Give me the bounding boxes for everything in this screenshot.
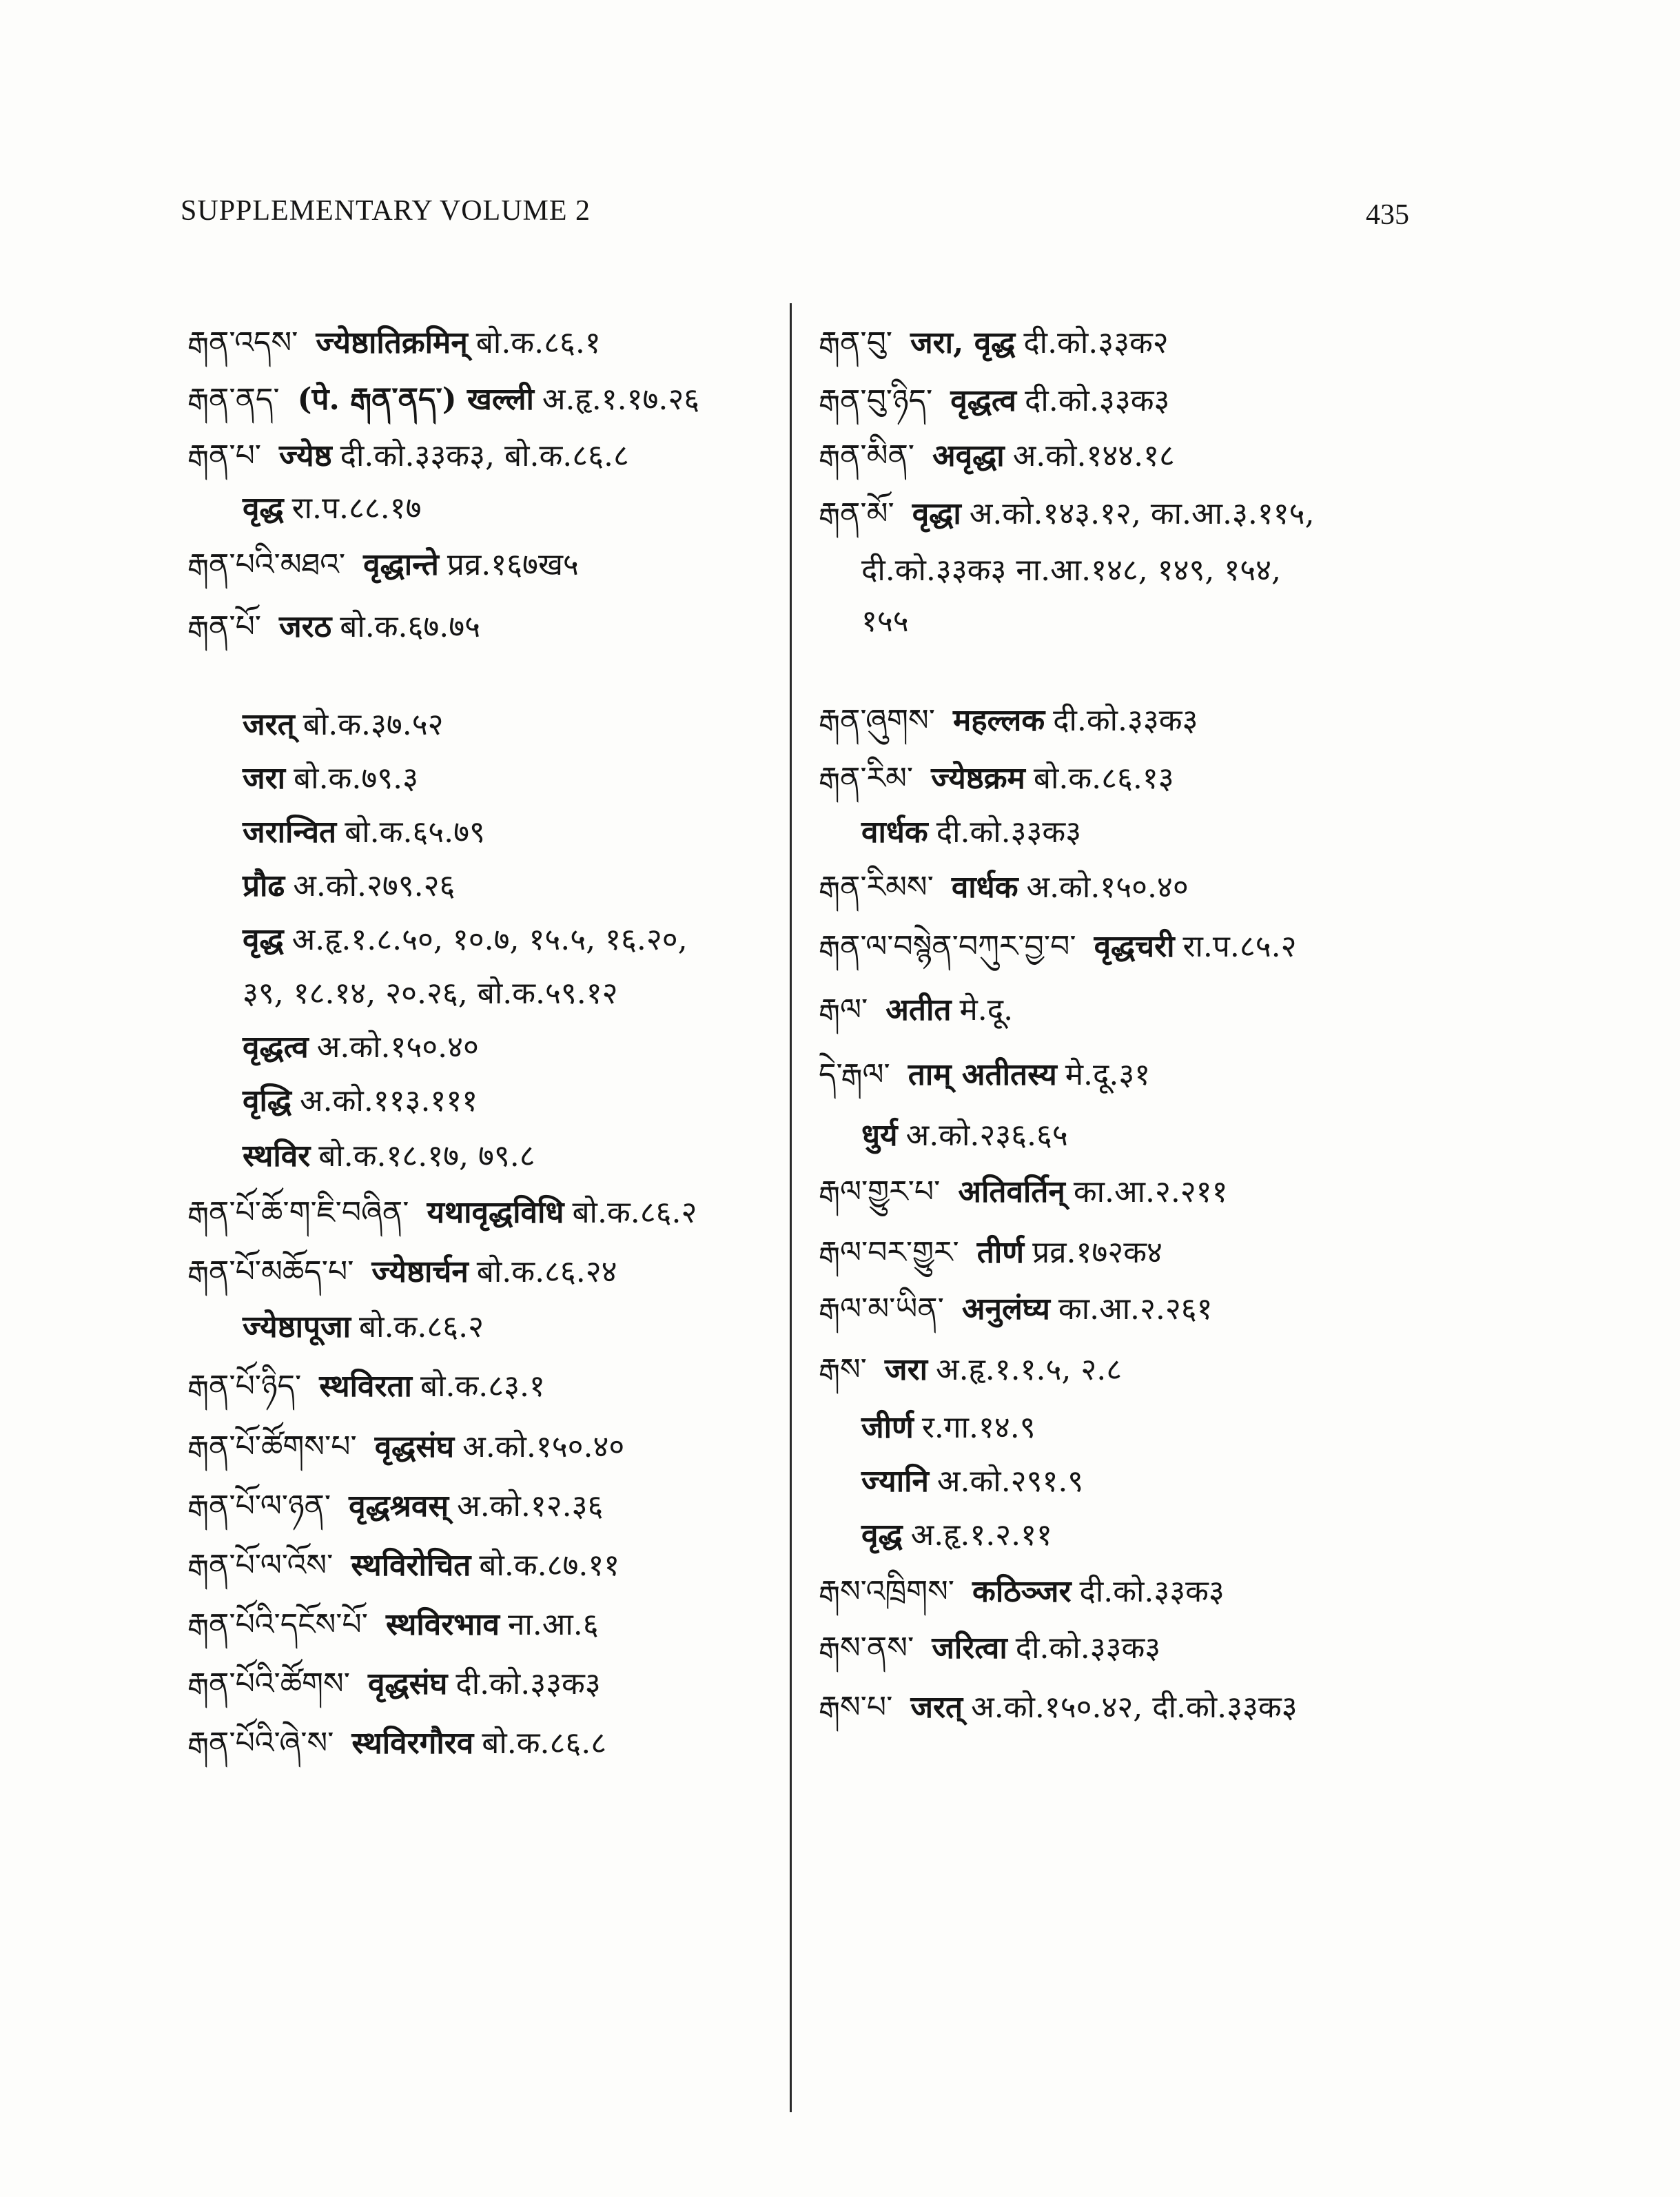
tibetan-headword: རྒལ་བར་གྱུར་ xyxy=(819,1235,959,1270)
sanskrit-term: वृद्धश्रवस् xyxy=(349,1489,449,1524)
dictionary-entry xyxy=(187,1427,624,1468)
tibetan-headword: རྒན་འདས་ xyxy=(187,325,298,360)
citation-reference: बो.क.१८.१७, ७९.८ xyxy=(318,1138,535,1174)
dictionary-entry xyxy=(187,379,699,420)
citation-reference: दी.को.३३क२ xyxy=(1023,325,1169,360)
citation-reference: बो.क.८६.८ xyxy=(482,1726,607,1761)
citation-reference: दी.को.३३क३ xyxy=(1015,1631,1161,1666)
citation-reference: बो.क.८६.२ xyxy=(359,1309,484,1345)
citation-reference: प्रव्र.१६७ख५ xyxy=(447,547,579,582)
dictionary-entry xyxy=(819,926,1297,968)
sanskrit-term: स्थविरता xyxy=(319,1369,412,1404)
sanskrit-term: जरत् xyxy=(910,1690,963,1725)
citation-reference: अ.को.१५०.४० xyxy=(1026,870,1189,905)
sanskrit-term: जरा, वृद्ध xyxy=(910,325,1016,360)
sanskrit-term: (पे. རྒན་ནད་) खल्ली xyxy=(297,382,534,417)
sanskrit-term: स्थविर xyxy=(243,1138,311,1174)
tibetan-headword: རྒན་རིམས་ xyxy=(819,870,934,905)
citation-reference: बो.क.८६.२ xyxy=(572,1195,697,1230)
sanskrit-term: ज्येष्ठक्रम xyxy=(931,761,1025,796)
dictionary-entry xyxy=(243,1307,484,1348)
dictionary-entry xyxy=(861,1115,1068,1156)
tibetan-headword: རྒན་པོ་ཆོ་ག་ཇི་བཞིན་ xyxy=(187,1195,409,1230)
dictionary-entry xyxy=(819,1289,1213,1330)
sanskrit-term: स्थविरगौरव xyxy=(351,1726,474,1761)
dictionary-entry xyxy=(243,1027,479,1068)
tibetan-headword: རྒལ་མ་ཡིན་ xyxy=(819,1291,944,1327)
dictionary-entry xyxy=(243,866,455,907)
dictionary-entry xyxy=(187,1664,601,1705)
dictionary-entry xyxy=(819,1571,1225,1613)
citation-reference: मे.दू. xyxy=(959,992,1014,1028)
sanskrit-term: ज्यानि xyxy=(861,1464,929,1499)
dictionary-entry xyxy=(819,700,1198,742)
dictionary-entry xyxy=(187,1723,606,1764)
citation-reference: र.गा.१४.९ xyxy=(921,1410,1036,1445)
tibetan-headword: རྒན་རིམ་ xyxy=(819,761,914,796)
citation-reference: १५५ xyxy=(861,604,909,639)
citation-reference: दी.को.३३क३ xyxy=(1053,703,1198,738)
dictionary-entry xyxy=(243,704,444,746)
dictionary-entry xyxy=(819,493,1315,535)
sanskrit-term: जरत् xyxy=(243,707,295,742)
tibetan-headword: རྒན་པོའི་དངོས་པོ་ xyxy=(187,1607,368,1642)
dictionary-entry xyxy=(243,973,617,1014)
sanskrit-term: वृद्ध xyxy=(243,491,284,526)
citation-reference: बो.क.६७.७५ xyxy=(340,609,481,644)
citation-reference: ना.आ.६ xyxy=(507,1607,599,1642)
sanskrit-term: वृद्धान्ते xyxy=(363,547,439,582)
sanskrit-term: कठिञ्जर xyxy=(972,1574,1072,1609)
tibetan-headword: རྒན་པོ་ལ་འོས་ xyxy=(187,1548,334,1583)
sanskrit-term: वार्धक xyxy=(861,815,928,850)
dictionary-entry xyxy=(819,1172,1227,1213)
tibetan-headword: རྒན་མིན་ xyxy=(819,438,915,473)
sanskrit-term: वृद्धचरी xyxy=(1094,929,1175,964)
page-number: 435 xyxy=(1366,199,1409,231)
citation-reference: अ.हृ.१.१.५, २.८ xyxy=(935,1352,1123,1387)
column-divider xyxy=(790,303,792,2112)
dictionary-entry xyxy=(861,1407,1036,1449)
dictionary-entry xyxy=(187,1604,599,1646)
tibetan-headword: རྒན་པོ་ xyxy=(187,609,262,644)
dictionary-entry xyxy=(243,812,485,853)
tibetan-headword: རྒན་པའི་མཐའ་ xyxy=(187,547,346,582)
sanskrit-term: वृद्धि xyxy=(243,1083,292,1118)
citation-reference: प्रव्र.१७२क४ xyxy=(1032,1235,1162,1270)
dictionary-entry xyxy=(243,758,418,799)
tibetan-headword: རྒལ་གྱུར་པ་ xyxy=(819,1174,941,1209)
citation-reference: दी.को.३३क३ xyxy=(936,815,1082,850)
sanskrit-term: जरा xyxy=(243,761,286,796)
dictionary-entry xyxy=(861,1515,1052,1556)
tibetan-headword: རྒན་ནད་ xyxy=(187,382,280,417)
dictionary-entry xyxy=(861,550,1281,591)
dictionary-entry xyxy=(861,1461,1083,1502)
dictionary-entry xyxy=(819,758,1174,799)
citation-reference: अ.हृ.१.१७.२६ xyxy=(542,382,700,417)
citation-reference: बो.क.३७.५२ xyxy=(303,707,444,742)
citation-reference: अ.को.१४४.१८ xyxy=(1012,438,1175,473)
sanskrit-term: वृद्धसंघ xyxy=(374,1429,455,1464)
citation-reference: दी.को.३३क३ xyxy=(1025,383,1170,418)
sanskrit-term: स्थविरभाव xyxy=(385,1607,500,1642)
dictionary-entry xyxy=(819,1687,1298,1728)
citation-reference: अ.को.२३६.६५ xyxy=(905,1118,1068,1153)
citation-reference: बो.क.७९.३ xyxy=(294,761,418,796)
dictionary-entry xyxy=(243,919,688,961)
dictionary-entry xyxy=(187,436,629,477)
sanskrit-term: जरित्वा xyxy=(932,1631,1007,1666)
citation-reference: का.आ.२.२११ xyxy=(1073,1174,1228,1209)
sanskrit-term: यथावृद्धविधि xyxy=(427,1195,564,1230)
citation-reference: रा.प.८८.१७ xyxy=(291,491,422,526)
dictionary-entry xyxy=(187,1545,619,1586)
tibetan-headword: རྒས་པ་ xyxy=(819,1690,893,1725)
citation-reference: दी.को.३३क३ ना.आ.१४८, १४९, १५४, xyxy=(861,553,1281,588)
citation-reference: बो.क.८६.१ xyxy=(475,325,601,360)
citation-reference: अ.को.१२.३६ xyxy=(457,1489,604,1524)
sanskrit-term: प्रौढ xyxy=(243,868,285,903)
dictionary-entry xyxy=(819,323,1169,364)
citation-reference: दी.को.३३क३, बो.क.८६.८ xyxy=(340,438,629,473)
dictionary-entry xyxy=(819,990,1013,1031)
running-header: SUPPLEMENTARY VOLUME 2 xyxy=(181,195,591,227)
tibetan-headword: རྒན་པོའི་ཞེ་ས་ xyxy=(187,1726,334,1761)
tibetan-headword: རྒན་པོ་ཉིད་ xyxy=(187,1369,302,1404)
citation-reference: अ.को.१४३.१२, का.आ.३.११५, xyxy=(969,496,1315,531)
citation-reference: बो.क.८७.११ xyxy=(479,1548,620,1583)
tibetan-headword: རྒལ་ xyxy=(819,992,868,1028)
dictionary-entry xyxy=(243,1081,478,1122)
dictionary-entry xyxy=(819,1628,1160,1669)
citation-reference: बो.क.८६.१३ xyxy=(1033,761,1174,796)
citation-reference: अ.को.११३.१११ xyxy=(300,1083,478,1118)
tibetan-headword: རྒན་བུ་ཉིད་ xyxy=(819,383,933,418)
citation-reference: बो.क.६५.७९ xyxy=(345,815,485,850)
sanskrit-term: ज्येष्ठापूजा xyxy=(243,1309,351,1345)
sanskrit-term: वृद्धत्व xyxy=(950,383,1017,418)
dictionary-entry xyxy=(861,601,909,642)
dictionary-entry xyxy=(187,606,480,648)
citation-reference: अ.को.२७९.२६ xyxy=(293,868,455,903)
dictionary-entry xyxy=(187,544,579,586)
sanskrit-term: ज्येष्ठार्चन xyxy=(371,1254,469,1289)
sanskrit-term: जरठ xyxy=(279,609,332,644)
sanskrit-term: अतीत xyxy=(885,992,952,1028)
tibetan-headword: རྒན་ཞུགས་ xyxy=(819,703,935,738)
citation-reference: मे.दू.३१ xyxy=(1065,1057,1151,1092)
citation-reference: बो.क.८६.२४ xyxy=(476,1254,617,1289)
dictionary-entry xyxy=(819,1054,1150,1096)
tibetan-headword: རྒན་མོ་ xyxy=(819,496,894,531)
citation-reference: रा.प.८५.२ xyxy=(1182,929,1297,964)
tibetan-headword: རྒན་པ་ xyxy=(187,438,262,473)
sanskrit-term: अवृद्धा xyxy=(932,438,1005,473)
dictionary-entry xyxy=(819,1349,1122,1391)
dictionary-entry xyxy=(819,380,1169,422)
tibetan-headword: རྒན་བུ་ xyxy=(819,325,893,360)
dictionary-entry xyxy=(819,436,1175,477)
sanskrit-term: वृद्ध xyxy=(243,922,284,957)
tibetan-headword: རྒན་པོ་ལ་ཉན་ xyxy=(187,1489,331,1524)
citation-reference: ३९, १८.१४, २०.२६, बो.क.५९.१२ xyxy=(243,976,618,1011)
citation-reference: अ.हृ.१.८.५०, १०.७, १५.५, १६.२०, xyxy=(291,922,688,957)
sanskrit-term: तीर्ण xyxy=(976,1235,1025,1270)
tibetan-headword: རྒས་ xyxy=(819,1352,867,1387)
dictionary-entry xyxy=(861,812,1081,853)
dictionary-entry xyxy=(187,1486,603,1527)
sanskrit-term: धुर्य xyxy=(861,1118,898,1153)
citation-reference: दी.को.३३क३ xyxy=(455,1666,601,1702)
citation-reference: अ.को.१५०.४० xyxy=(462,1429,625,1464)
sanskrit-term: वार्धक xyxy=(951,870,1018,905)
sanskrit-term: वृद्धत्व xyxy=(243,1030,309,1065)
citation-reference: अ.को.२९१.९ xyxy=(936,1464,1084,1499)
sanskrit-term: ज्येष्ठातिक्रमिन् xyxy=(316,325,468,360)
dictionary-entry xyxy=(243,1136,535,1177)
dictionary-entry xyxy=(819,867,1189,908)
citation-reference: का.आ.२.२६१ xyxy=(1058,1291,1213,1327)
sanskrit-term: जरान्वित xyxy=(243,815,337,850)
dictionary-entry xyxy=(187,1192,697,1234)
sanskrit-term: अतिवर्तिन् xyxy=(958,1174,1065,1209)
tibetan-headword: དེ་རྒལ་ xyxy=(819,1057,890,1092)
sanskrit-term: स्थविरोचित xyxy=(351,1548,471,1583)
tibetan-headword: རྒས་ནས་ xyxy=(819,1631,914,1666)
tibetan-headword: རྒས་འཁྲིགས་ xyxy=(819,1574,955,1609)
dictionary-entry xyxy=(187,1251,617,1293)
sanskrit-term: ताम् अतीतस्य xyxy=(908,1057,1057,1092)
sanskrit-term: जरा xyxy=(884,1352,928,1387)
tibetan-headword: རྒན་པོའི་ཚོགས་ xyxy=(187,1666,350,1702)
tibetan-headword: རྒན་ལ་བསྙེན་བཀུར་བྱ་བ་ xyxy=(819,929,1076,964)
tibetan-headword: རྒན་པོ་མཆོད་པ་ xyxy=(187,1254,354,1289)
dictionary-entry xyxy=(819,1232,1162,1274)
citation-reference: अ.को.१५०.४० xyxy=(316,1030,479,1065)
tibetan-headword: རྒན་པོ་ཚོགས་པ་ xyxy=(187,1429,357,1464)
sanskrit-term: ज्येष्ठ xyxy=(279,438,332,473)
sanskrit-term: जीर्ण xyxy=(861,1410,914,1445)
dictionary-entry xyxy=(243,488,422,529)
citation-reference: अ.को.१५०.४२, दी.को.३३क३ xyxy=(971,1690,1298,1725)
sanskrit-term: वृद्धसंघ xyxy=(367,1666,448,1702)
sanskrit-term: वृद्धा xyxy=(912,496,961,531)
sanskrit-term: वृद्ध xyxy=(861,1518,903,1553)
sanskrit-term: महल्लक xyxy=(952,703,1045,738)
citation-reference: अ.हृ.१.२.११ xyxy=(910,1518,1052,1553)
dictionary-entry xyxy=(187,323,601,364)
citation-reference: बो.क.८३.१ xyxy=(420,1369,545,1404)
citation-reference: दी.को.३३क३ xyxy=(1079,1574,1225,1609)
dictionary-entry xyxy=(187,1366,545,1407)
sanskrit-term: अनुलंघ्य xyxy=(961,1291,1050,1327)
